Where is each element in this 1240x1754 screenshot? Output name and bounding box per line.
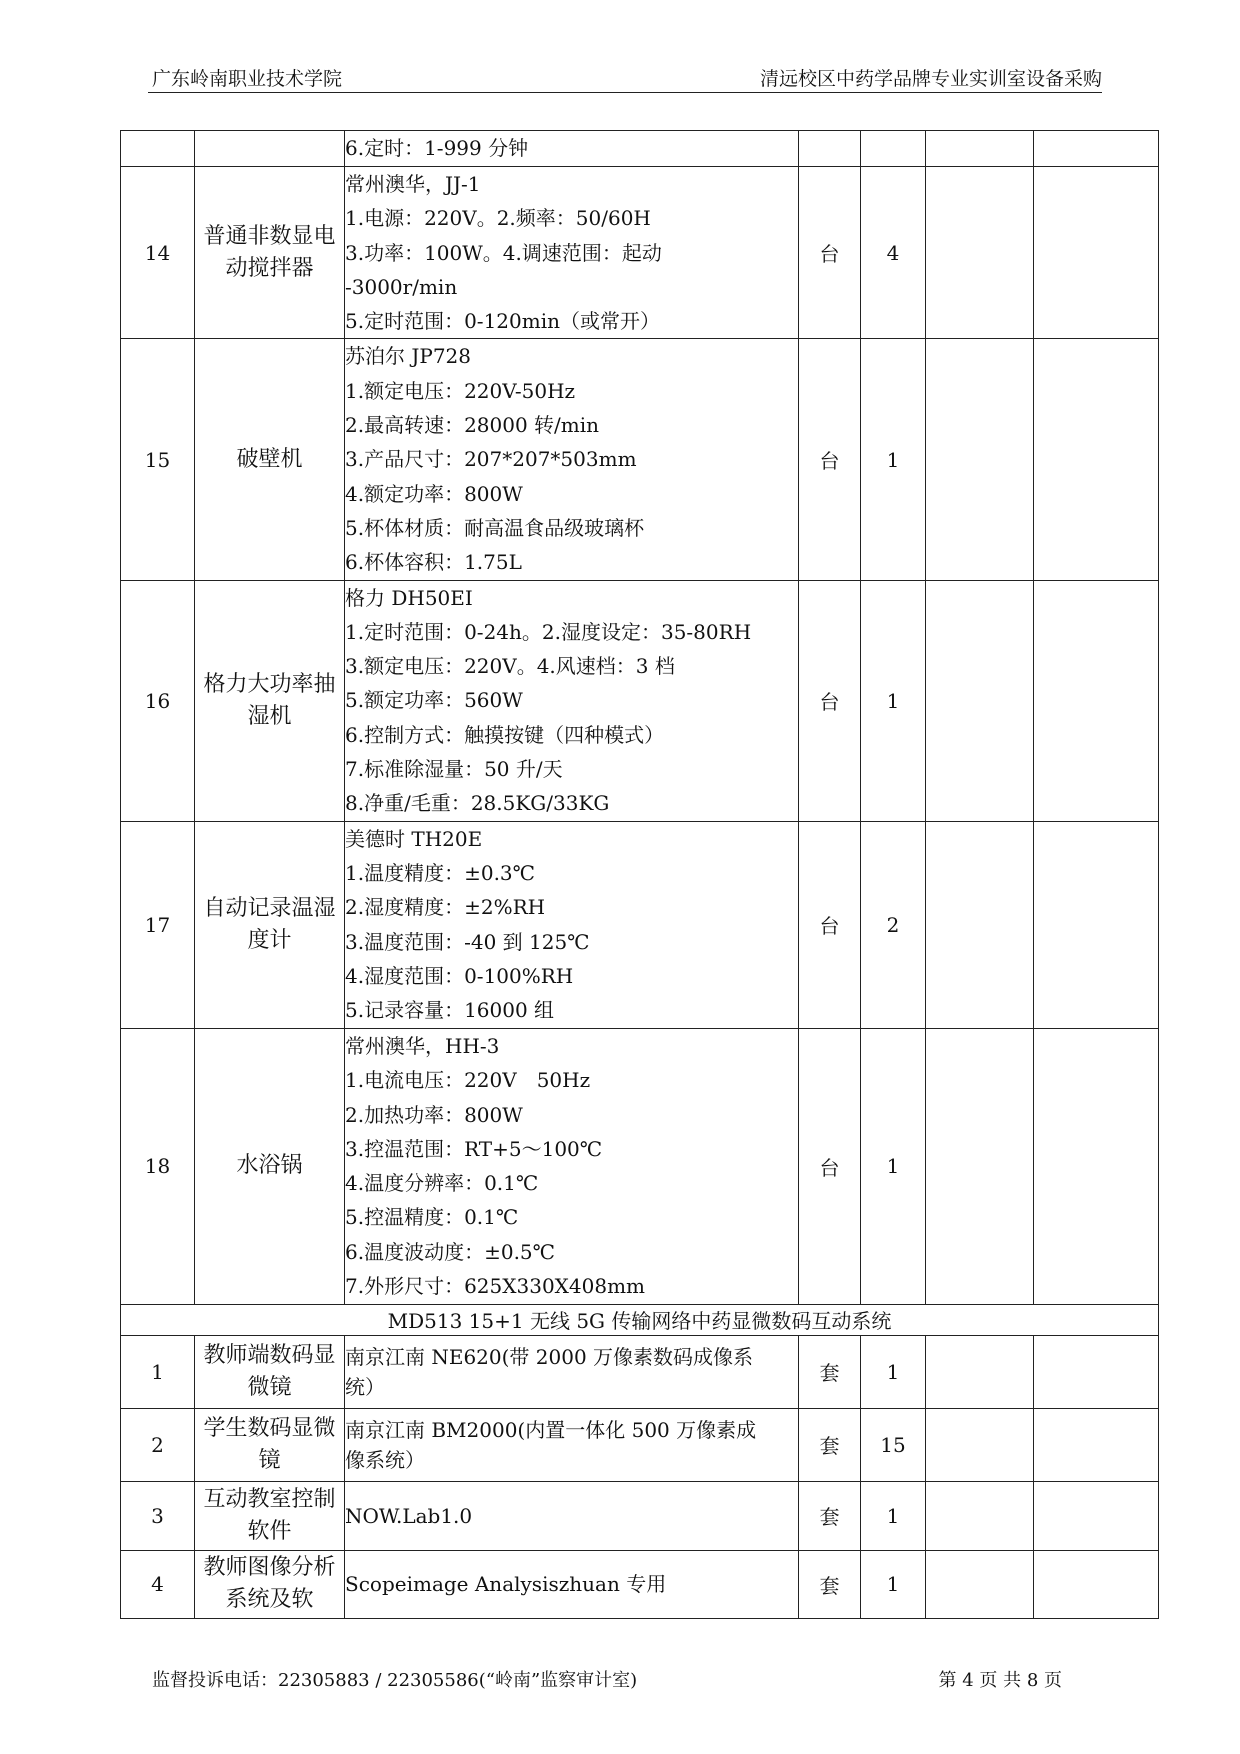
item-unit: 套 bbox=[799, 1335, 861, 1408]
section-header-row bbox=[121, 1304, 1159, 1335]
item-name: 学生数码显微镜 bbox=[195, 1408, 345, 1481]
blank-cell bbox=[926, 821, 1034, 1028]
blank-cell bbox=[926, 1550, 1034, 1618]
item-name: 普通非数显电动搅拌器 bbox=[195, 167, 345, 339]
row-number: 18 bbox=[121, 1028, 195, 1304]
item-spec bbox=[345, 1335, 799, 1408]
item-spec bbox=[345, 580, 799, 821]
spec-line: 4.温度分辨率：0.1℃ bbox=[345, 1171, 539, 1196]
row-number: 15 bbox=[121, 339, 195, 580]
item-unit: 套 bbox=[799, 1408, 861, 1481]
table-row bbox=[121, 339, 1159, 580]
table-row bbox=[121, 1481, 1159, 1550]
footer-complaint-hotline: 监督投诉电话：22305883 / 22305586(“岭南”监察审计室) bbox=[152, 1670, 638, 1691]
spec-line: 南京江南 NE620(带 2000 万像素数码成像系 bbox=[345, 1344, 754, 1369]
item-unit: 套 bbox=[799, 1550, 861, 1618]
item-quantity bbox=[861, 131, 926, 167]
item-unit bbox=[799, 131, 861, 167]
item-quantity: 1 bbox=[861, 1550, 926, 1618]
row-number bbox=[121, 131, 195, 167]
row-number: 17 bbox=[121, 821, 195, 1028]
item-spec bbox=[345, 1028, 799, 1304]
item-spec bbox=[345, 1481, 799, 1550]
item-name: 格力大功率抽湿机 bbox=[195, 580, 345, 821]
item-unit: 套 bbox=[799, 1481, 861, 1550]
spec-line: NOW.Lab1.0 bbox=[345, 1503, 473, 1528]
spec-line: 1.定时范围：0-24h。2.湿度设定：35-80RH bbox=[345, 619, 752, 644]
item-quantity: 1 bbox=[861, 1335, 926, 1408]
blank-cell bbox=[926, 1408, 1034, 1481]
blank-cell bbox=[926, 580, 1034, 821]
item-quantity: 4 bbox=[861, 167, 926, 339]
table-row bbox=[121, 1408, 1159, 1481]
blank-cell bbox=[1034, 1550, 1159, 1618]
item-name bbox=[195, 131, 345, 167]
spec-line: 7.标准除湿量：50 升/天 bbox=[345, 757, 563, 782]
spec-line: 5.记录容量：16000 组 bbox=[345, 998, 555, 1023]
spec-line: 2.加热功率：800W bbox=[345, 1102, 523, 1127]
spec-line: 南京江南 BM2000(内置一体化 500 万像素成 bbox=[345, 1417, 757, 1442]
table-row bbox=[121, 131, 1159, 167]
spec-line: 5.杯体材质：耐高温食品级玻璃杯 bbox=[345, 515, 645, 540]
item-spec bbox=[345, 167, 799, 339]
row-number: 14 bbox=[121, 167, 195, 339]
row-number: 2 bbox=[121, 1408, 195, 1481]
spec-line: 像系统） bbox=[345, 1447, 425, 1472]
spec-line: 4.湿度范围：0-100%RH bbox=[345, 963, 574, 988]
spec-line: 格力 DH50EI bbox=[345, 585, 473, 610]
spec-line: Scopeimage Analysiszhuan 专用 bbox=[345, 1572, 667, 1597]
blank-cell bbox=[1034, 1408, 1159, 1481]
item-spec bbox=[345, 821, 799, 1028]
item-quantity: 1 bbox=[861, 1481, 926, 1550]
blank-cell bbox=[926, 1335, 1034, 1408]
item-unit: 台 bbox=[799, 821, 861, 1028]
header-divider bbox=[148, 92, 1102, 93]
spec-line: 3.产品尺寸：207*207*503mm bbox=[345, 447, 637, 472]
spec-line: 5.控温精度：0.1℃ bbox=[345, 1205, 519, 1230]
spec-line: 2.湿度精度：±2%RH bbox=[345, 895, 546, 920]
item-quantity: 15 bbox=[861, 1408, 926, 1481]
blank-cell bbox=[926, 131, 1034, 167]
item-quantity: 1 bbox=[861, 339, 926, 580]
item-name: 教师图像分析系统及软 bbox=[195, 1550, 345, 1618]
spec-line: -3000r/min bbox=[345, 274, 458, 299]
item-unit: 台 bbox=[799, 339, 861, 580]
item-unit: 台 bbox=[799, 167, 861, 339]
blank-cell bbox=[1034, 131, 1159, 167]
spec-line: 6.温度波动度：±0.5℃ bbox=[345, 1239, 556, 1264]
spec-line: 常州澳华，HH-3 bbox=[345, 1033, 500, 1058]
spec-line: 1.电流电压：220V 50Hz bbox=[345, 1068, 591, 1093]
spec-line: 3.控温范围：RT+5～100℃ bbox=[345, 1136, 603, 1161]
blank-cell bbox=[1034, 1481, 1159, 1550]
section-title: MD513 15+1 无线 5G 传输网络中药显微数码互动系统 bbox=[121, 1304, 1159, 1335]
spec-line: 苏泊尔 JP728 bbox=[345, 344, 472, 369]
blank-cell bbox=[926, 167, 1034, 339]
blank-cell bbox=[1034, 1335, 1159, 1408]
item-spec bbox=[345, 131, 799, 167]
spec-line: 2.最高转速：28000 转/min bbox=[345, 413, 600, 438]
blank-cell bbox=[1034, 339, 1159, 580]
item-unit: 台 bbox=[799, 580, 861, 821]
item-quantity: 2 bbox=[861, 821, 926, 1028]
blank-cell bbox=[1034, 821, 1159, 1028]
row-number: 3 bbox=[121, 1481, 195, 1550]
blank-cell bbox=[1034, 580, 1159, 821]
table-row bbox=[121, 1335, 1159, 1408]
spec-line: 6.控制方式：触摸按键（四种模式） bbox=[345, 722, 665, 747]
item-name: 自动记录温湿度计 bbox=[195, 821, 345, 1028]
spec-line: 4.额定功率：800W bbox=[345, 481, 523, 506]
item-spec bbox=[345, 1550, 799, 1618]
header-project-title: 清远校区中药学品牌专业实训室设备采购 bbox=[759, 68, 1102, 90]
item-spec bbox=[345, 339, 799, 580]
spec-line: 8.净重/毛重：28.5KG/33KG bbox=[345, 791, 610, 816]
item-quantity: 1 bbox=[861, 1028, 926, 1304]
spec-line: 6.杯体容积：1.75L bbox=[345, 550, 522, 575]
equipment-table bbox=[120, 130, 1159, 1619]
spec-line: 3.额定电压：220V。4.风速档：3 档 bbox=[345, 654, 675, 679]
item-spec bbox=[345, 1408, 799, 1481]
spec-line: 1.电源：220V。2.频率：50/60H bbox=[345, 206, 651, 231]
spec-line: 1.温度精度：±0.3℃ bbox=[345, 861, 536, 886]
spec-line: 统） bbox=[345, 1374, 385, 1399]
row-number: 1 bbox=[121, 1335, 195, 1408]
spec-line: 5.额定功率：560W bbox=[345, 688, 523, 713]
spec-line: 7.外形尺寸：625X330X408mm bbox=[345, 1274, 646, 1299]
spec-line: 3.温度范围：-40 到 125℃ bbox=[345, 929, 590, 954]
item-name: 教师端数码显微镜 bbox=[195, 1335, 345, 1408]
spec-line: 美德时 TH20E bbox=[345, 826, 483, 851]
blank-cell bbox=[926, 1028, 1034, 1304]
spec-line: 6.定时：1-999 分钟 bbox=[345, 136, 529, 161]
item-quantity: 1 bbox=[861, 580, 926, 821]
table-row bbox=[121, 580, 1159, 821]
row-number: 16 bbox=[121, 580, 195, 821]
item-unit: 台 bbox=[799, 1028, 861, 1304]
blank-cell bbox=[1034, 167, 1159, 339]
table-row bbox=[121, 1550, 1159, 1618]
row-number: 4 bbox=[121, 1550, 195, 1618]
blank-cell bbox=[926, 339, 1034, 580]
table-row bbox=[121, 821, 1159, 1028]
header-school-name: 广东岭南职业技术学院 bbox=[152, 68, 343, 90]
spec-line: 常州澳华，JJ-1 bbox=[345, 172, 481, 196]
item-name: 水浴锅 bbox=[195, 1028, 345, 1304]
blank-cell bbox=[926, 1481, 1034, 1550]
table-row bbox=[121, 1028, 1159, 1304]
table-row bbox=[121, 167, 1159, 339]
item-name: 破壁机 bbox=[195, 339, 345, 580]
blank-cell bbox=[1034, 1028, 1159, 1304]
footer-page-number: 第 4 页 共 8 页 bbox=[938, 1670, 1062, 1691]
spec-line: 3.功率：100W。4.调速范围：起动 bbox=[345, 240, 662, 265]
spec-line: 1.额定电压：220V-50Hz bbox=[345, 378, 576, 403]
spec-line: 5.定时范围：0-120min（或常开） bbox=[345, 309, 660, 334]
item-name: 互动教室控制软件 bbox=[195, 1481, 345, 1550]
